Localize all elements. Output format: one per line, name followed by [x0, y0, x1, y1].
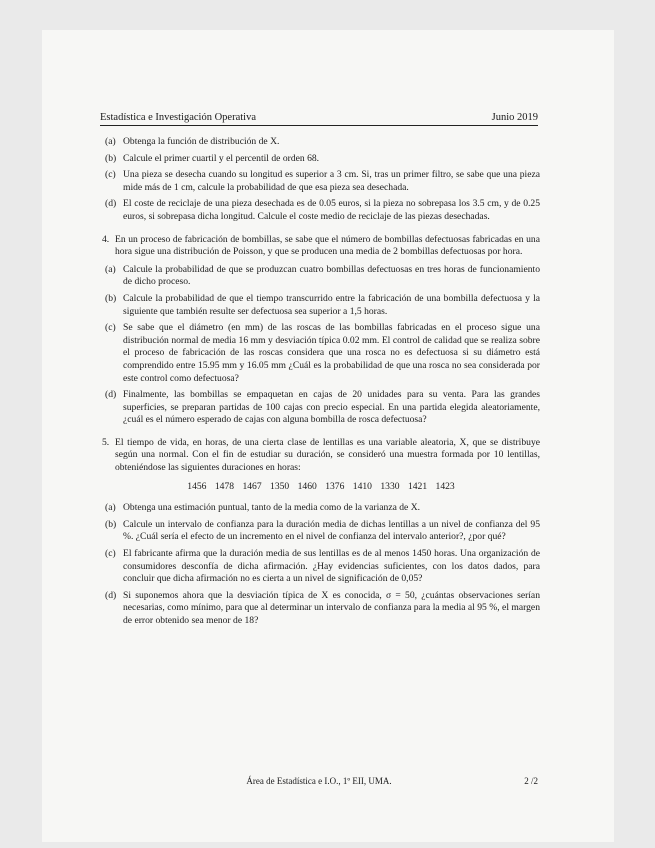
- list-item: (d) Finalmente, las bombillas se empaquetan en cajas de 20 unidades para su venta. Para las grandes superficies, se preparan partidas de 100 cajas con precio especial. En una partida elegida aleatoriamente, ¿cuál es el número esperado de cajas con alguna bombilla de rosca defectuosa?: [105, 389, 540, 426]
- list-item: (c) Una pieza se desecha cuando su longitud es superior a 3 cm. Si, tras un primer filtro, se sabe que una pieza mide más de 1 cm, calcule la probabilidad de que esa pieza sea desechada.: [105, 169, 540, 193]
- problem-5-statement: 5. El tiempo de vida, en horas, de una cierta clase de lentillas es una variable aleatoria, X, que se distribuye según una normal. Con el fin de estudiar su duración, se consideró una muestra formada por 10 lentillas, obteniéndose las siguientes duraciones en horas:: [102, 436, 540, 474]
- list-item: (d) El coste de reciclaje de una pieza desechada es de 0.05 euros, si la pieza no sobrepasa los 3.5 cm, y de 0.25 euros, si sobrepasa dicha longitud. Calcule el coste medio de reciclaje de las piezas desechadas.: [105, 198, 540, 222]
- list-item: (a) Obtenga una estimación puntual, tanto de la media como de la varianza de X.: [105, 502, 421, 514]
- list-item: (b) Calcule la probabilidad de que el tiempo transcurrido entre la fabricación de una bombilla defectuosa y la siguiente que también resulte ser defectuosa sea superior a 1,5 horas.: [105, 292, 540, 317]
- list-item: (a) Obtenga la función de distribución de X.: [105, 136, 280, 147]
- exam-date: Junio 2019: [491, 112, 538, 123]
- durations-data: 1456 1478 1467 1350 1460 1376 1410 1330 1421 1423: [187, 480, 455, 492]
- list-item: (a) Calcule la probabilidad de que se produzcan cuatro bombillas defectuosas en tres horas de funcionamiento de dicho proceso.: [105, 263, 540, 288]
- list-item: (c) El fabricante afirma que la duración media de sus lentillas es de al menos 1450 horas. Una organización de consumidores desconfía de dicha afirmación. ¿Hay evidencias suficientes, con los datos dados, para concluir que dicha afirmación no es cierta a un nivel de significación de 0,05?: [105, 548, 540, 585]
- course-title: Estadística e Investigación Operativa: [100, 112, 256, 123]
- footer-department: Área de Estadística e I.O., 1º EII, UMA.: [246, 776, 392, 786]
- list-item: (c) Se sabe que el diámetro (en mm) de las roscas de las bombillas fabricadas en el proceso sigue una distribución normal de media 16 mm y desviación típica 0.02 mm. El control de calidad que se realiza sobre el proceso de fabricación de las roscas considera que una rosca no es defectuosa si su diámetro está comprendido entre 15.95 mm y 16.05 mm ¿Cuál es la probabilidad de que una rosca no sea considerada por este control como defectuosa?: [105, 322, 540, 384]
- page-number: 2 /2: [524, 776, 538, 786]
- list-item: (b) Calcule el primer cuartil y el percentil de orden 68.: [105, 152, 320, 164]
- list-item: (b) Calcule un intervalo de confianza para la duración media de dichas lentillas a un nivel de confianza del 95 %. ¿Cuál sería el efecto de un incremento en el nivel de confianza del intervalo anterior?, ¿por qué?: [105, 518, 540, 543]
- problem-4-subitems: [102, 264, 540, 427]
- page-header: [100, 112, 538, 126]
- exam-content: [102, 136, 540, 632]
- previous-problem-subitems: [102, 136, 540, 224]
- list-item: (d) Si suponemos ahora que la desviación típica de X es conocida, σ = 50, ¿cuántas observaciones serían necesarias, como mínimo, para que al determinar un intervalo de confianza para la media al 95 %, el margen de error obtenido sea menor de 18?: [105, 589, 540, 626]
- problem-5-subitems: [102, 502, 540, 627]
- problem-4-statement: 4. En un proceso de fabricación de bombillas, se sabe que el número de bombillas defectuosas fabricadas en una hora sigue una distribución de Poisson, y que se producen una media de 2 bombillas defectuosas por hora.: [102, 233, 540, 258]
